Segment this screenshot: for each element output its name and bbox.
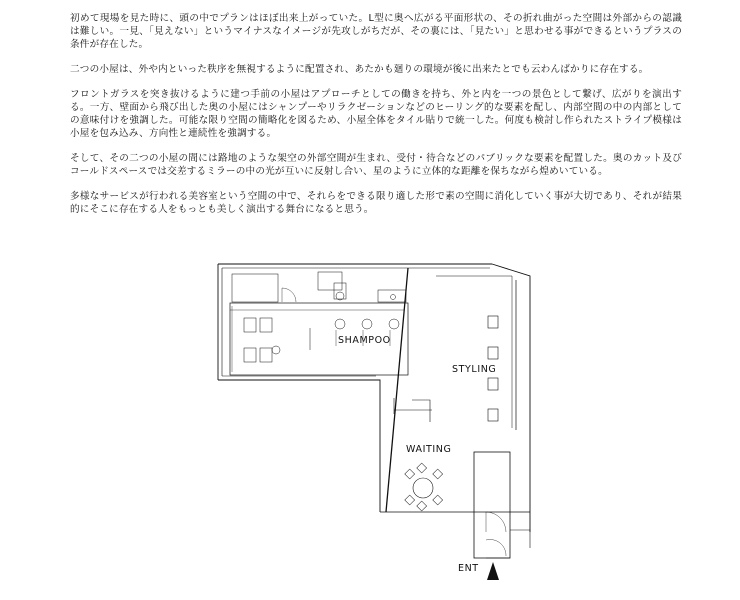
paragraph-5: 多様なサービスが行われる美容室という空間の中で、それらをできる限り適した形で素の空間に消化していく事が大切であり、それが結果的にそこに存在する人をもっとも美しく演出する舞台になると思う。 xyxy=(70,191,682,215)
shampoo-basin-2 xyxy=(362,319,372,329)
styling-station-4 xyxy=(488,409,498,421)
shampoo-stool xyxy=(272,346,280,354)
plan-slanted-glass xyxy=(386,268,408,512)
paragraph-1: 初めて現場を見た時に、頭の中でプランはほぼ出来上がっていた。L型に奥へ広がる平面形状の、その折れ曲がった空間は外部からの認識は難しい。一見、「見えない」というマイナスなイメージが先攻しがちだが、その裏には、「見たい」と思わせる事ができるというプラスの条件が存在した。 xyxy=(70,13,682,50)
entrance-arrow-icon xyxy=(487,562,499,580)
waiting-stool-4 xyxy=(433,495,443,505)
waiting-table xyxy=(413,478,433,498)
shampoo-basin-3 xyxy=(389,319,399,329)
label-entrance: ENT xyxy=(458,563,479,574)
styling-station-3 xyxy=(488,378,498,390)
waiting-stool-1 xyxy=(405,469,415,479)
plan-wall-step xyxy=(218,380,380,512)
styling-station-2 xyxy=(488,347,498,359)
waiting-stool-5 xyxy=(417,463,427,473)
plan-wall-top-right xyxy=(492,264,530,532)
styling-station-1 xyxy=(488,316,498,328)
shampoo-chair-4 xyxy=(260,348,272,362)
label-waiting: WAITING xyxy=(406,444,452,455)
facade-glass xyxy=(510,530,530,548)
storage-2 xyxy=(318,272,342,290)
paragraph-3: フロントガラスを突き抜けるように建つ手前の小屋はアプローチとしての働きを持ち、外と内を一つの景色として繋げ、広がりを演出する。一方、壁面から飛び出した奥の小屋にはシャンプーやリラクゼーションなどのヒーリング的な要素を配し、内部空間の中の内部としての意味付けを強調した。可能な限り空間の簡略化を図るため、小屋全体をタイル貼りで統一した。何度も検討し作られたストライプ模様は小屋を包み込み、方向性と連続性を強調する。 xyxy=(70,89,682,139)
label-shampoo: SHAMPOO xyxy=(338,335,391,346)
plan-labels xyxy=(338,335,496,574)
reception-counter xyxy=(412,400,430,422)
label-styling: STYLING xyxy=(452,364,497,375)
waiting-stool-3 xyxy=(405,495,415,505)
entrance-hut xyxy=(474,452,510,558)
styling-wall xyxy=(436,276,512,428)
storage-1 xyxy=(232,274,278,302)
shampoo-basin-1 xyxy=(335,319,345,329)
counter-top xyxy=(378,290,406,302)
shampoo-chair-1 xyxy=(244,318,256,332)
entrance-door xyxy=(486,512,506,532)
plan-door-top xyxy=(282,288,296,302)
paragraph-2: 二つの小屋は、外や内といった秩序を無視するように配置され、あたかも廻りの環境が後に出来たとでも云わんばかりに存在する。 xyxy=(70,64,649,75)
waiting-stool-6 xyxy=(417,501,427,511)
shampoo-chair-3 xyxy=(244,348,256,362)
paragraph-4: そして、その二つの小屋の間には路地のような架空の外部空間が生まれ、受付・待合などのパブリックな要素を配置した。奥のカット及びコールドスペースでは交差するミラーの中の光が互いに反射し合い、星のように立体的な距離を保ちながら煌めいている。 xyxy=(70,153,682,177)
entrance-door-2 xyxy=(486,539,506,556)
shampoo-chair-2 xyxy=(260,318,272,332)
waiting-stool-2 xyxy=(433,469,443,479)
plan-inner-wall xyxy=(222,268,490,376)
sink xyxy=(391,295,396,300)
